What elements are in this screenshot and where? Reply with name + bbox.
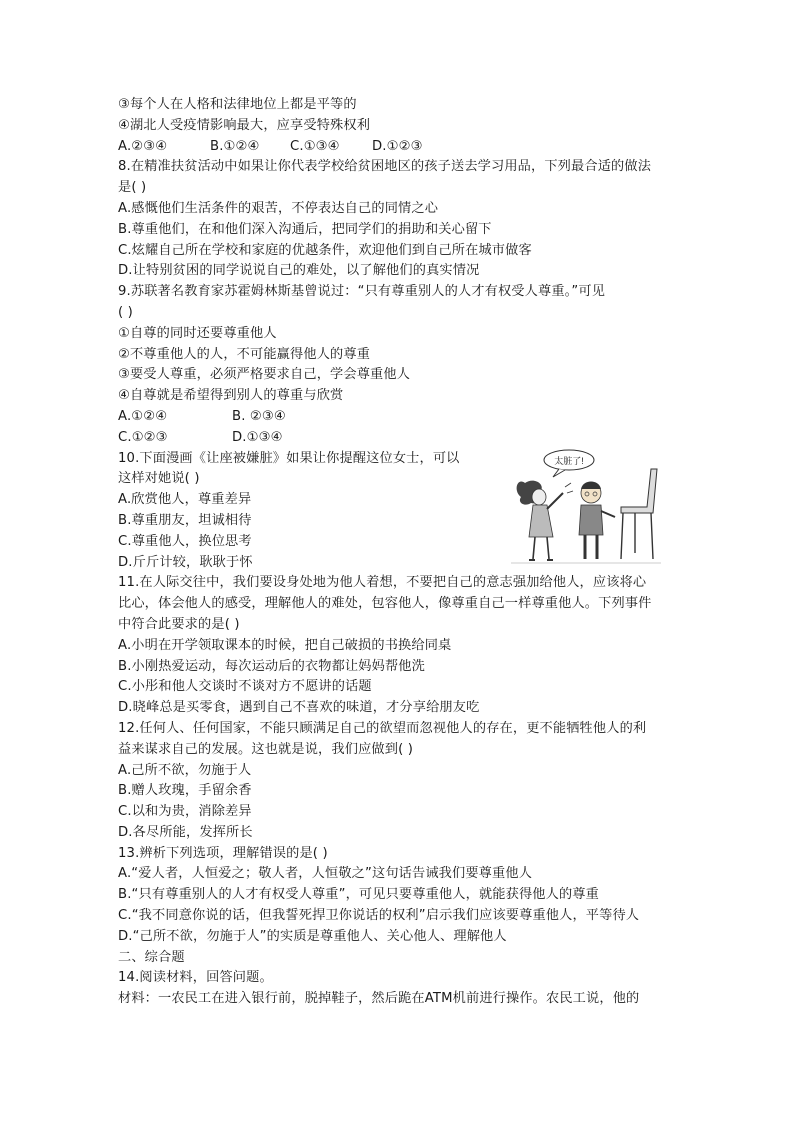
woman-dress: [529, 505, 553, 537]
q9-options: [118, 407, 678, 428]
option: C.①②③: [118, 429, 168, 445]
q14-stem: 14.阅读材料，回答问题。: [118, 970, 273, 986]
section-heading: 二、综合题: [118, 949, 185, 965]
option: D.①③④: [232, 429, 283, 445]
option: A.感慨他们生活条件的艰苦，不停表达自己的同情之心: [118, 200, 439, 216]
option: D.“己所不欲，勿施于人”的实质是尊重他人、关心他人、理解他人: [118, 928, 507, 944]
q10-stem: 这样对她说( ): [118, 471, 200, 487]
option: B.尊重朋友，坦诚相待: [118, 512, 252, 528]
text-line: ④湖北人受疫情影响最大，应享受特殊权利: [118, 117, 371, 133]
statement: ④自尊就是希望得到别人的尊重与欣赏: [118, 388, 344, 404]
option: D.各尽所能，发挥所长: [118, 824, 253, 840]
option: C.以和为贵，消除差异: [118, 804, 252, 820]
q12-stem: 益来谋求自己的发展。这也就是说，我们应做到( ): [118, 741, 414, 757]
text-line: ③每个人在人格和法律地位上都是平等的: [118, 97, 357, 112]
q14-material: 材料：一农民工在进入银行前，脱掉鞋子，然后跪在ATM机前进行操作。农民工说，他的: [118, 991, 640, 1007]
option: D.①②③: [372, 138, 423, 154]
boy-body: [579, 505, 603, 535]
option: D.斤斤计较，耿耿于怀: [118, 554, 253, 570]
q11-stem: 比心，体会他人的感受，理解他人的难处，包容他人，像尊重自己一样尊重他人。下列事件: [118, 596, 652, 612]
q7-options: [118, 137, 678, 158]
option: C.尊重他人，换位思考: [118, 533, 252, 549]
option: C.①③④: [290, 138, 340, 154]
option: B. ②③④: [232, 408, 286, 424]
option: C.炫耀自己所在学校和家庭的优越条件，欢迎他们到自己所在城市做客: [118, 242, 532, 258]
q9-options: [118, 428, 678, 449]
q12-stem: 12.任何人、任何国家，不能只顾满足自己的欲望而忽视他人的存在，更不能牺牲他人的利: [118, 720, 647, 736]
option: B.①②④: [210, 138, 260, 154]
q9-stem: ( ): [118, 304, 133, 320]
option: D.让特别贫困的同学说说自己的难处，以了解他们的真实情况: [118, 263, 480, 279]
option: A.己所不欲，勿施于人: [118, 762, 252, 778]
option: A.②③④: [118, 138, 168, 154]
option: C.小彤和他人交谈时不谈对方不愿讲的话题: [118, 679, 372, 695]
option: B.尊重他们，在和他们深入沟通后，把同学们的捐助和关心留下: [118, 221, 492, 237]
chair: [621, 469, 657, 513]
q13-stem: 13.辨析下列选项，理解错误的是( ): [118, 845, 328, 861]
q11-stem: 11.在人际交往中，我们要设身处地为他人着想，不要把自己的意志强加给他人，应该将心: [118, 575, 647, 591]
option: B.小刚热爱运动，每次运动后的衣物都让妈妈帮他洗: [118, 658, 425, 674]
option: A.小明在开学领取课本的时候，把自己破损的书换给同桌: [118, 637, 452, 653]
option: C.“我不同意你说的话，但我誓死捍卫你说话的权利”启示我们应该要尊重他人，平等待人: [118, 908, 640, 924]
option: A.“爱人者，人恒爱之；敬人者，人恒敬之”这句话告诫我们要尊重他人: [118, 866, 533, 882]
option: A.①②④: [118, 408, 168, 424]
statement: ②不尊重他人的人，不可能赢得他人的尊重: [118, 346, 371, 362]
statement: ①自尊的同时还要尊重他人: [118, 325, 277, 341]
option: B.“只有尊重别人的人才有权受人尊重”，可见只要尊重他人，就能获得他人的尊重: [118, 887, 599, 903]
statement: ③要受人尊重，必须严格要求自己，学会尊重他人: [118, 367, 411, 383]
q9-stem: 9.苏联著名教育家苏霍姆林斯基曾说过：“只有尊重别人的人才有权受人尊重。”可见: [118, 284, 606, 300]
cartoon-illustration: [503, 447, 663, 569]
q11-stem: 中符合此要求的是( ): [118, 616, 240, 632]
q8-stem: 8.在精准扶贫活动中如果让你代表学校给贫困地区的孩子送去学习用品，下列最合适的做法: [118, 159, 652, 175]
q10-stem: 10.下面漫画《让座被嫌脏》如果让你提醒这位女士，可以: [118, 450, 460, 466]
option: A.欣赏他人，尊重差异: [118, 492, 252, 508]
speech-bubble-text: 太脏了!: [554, 456, 584, 466]
option: D.晓峰总是买零食，遇到自己不喜欢的味道，才分享给朋友吃: [118, 700, 480, 716]
option: B.赠人玫瑰，手留余香: [118, 783, 252, 799]
q8-stem: 是( ): [118, 180, 147, 196]
